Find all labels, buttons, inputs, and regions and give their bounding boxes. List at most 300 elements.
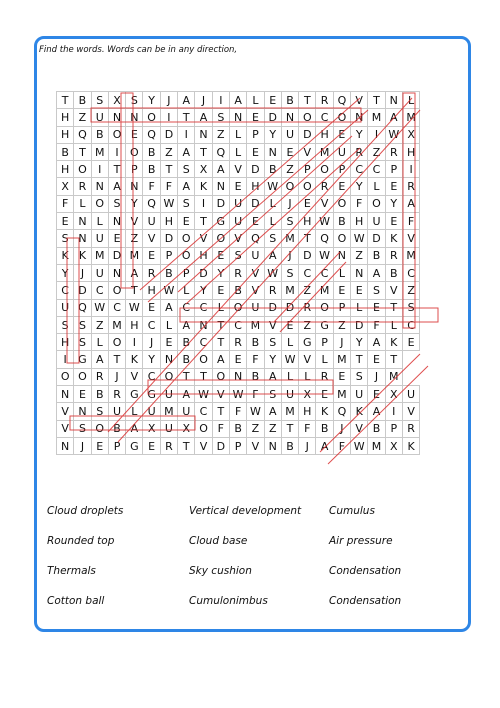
grid-cell: E <box>247 143 264 160</box>
grid-cell: F <box>402 213 419 230</box>
grid-cell: P <box>229 437 246 454</box>
grid-cell: U <box>247 299 264 316</box>
grid-cell: J <box>333 334 350 351</box>
grid-cell: J <box>299 437 316 454</box>
grid-cell: F <box>143 178 160 195</box>
grid-cell: M <box>247 316 264 333</box>
grid-cell: R <box>316 368 333 385</box>
grid-cell: J <box>195 92 212 109</box>
grid-cell: E <box>143 247 160 264</box>
grid-cell: W <box>264 264 281 281</box>
grid-cell: B <box>178 351 195 368</box>
grid-cell: T <box>195 213 212 230</box>
grid-cell: N <box>160 351 177 368</box>
grid-row <box>57 161 420 178</box>
grid-cell: O <box>108 282 125 299</box>
grid-cell: S <box>264 230 281 247</box>
grid-cell: O <box>316 161 333 178</box>
grid-cell: L <box>281 368 298 385</box>
grid-cell: E <box>333 368 350 385</box>
grid-cell: I <box>108 143 125 160</box>
grid-cell: P <box>247 126 264 143</box>
grid-cell: P <box>126 161 143 178</box>
grid-cell: L <box>160 316 177 333</box>
grid-cell: O <box>299 178 316 195</box>
grid-cell: A <box>368 264 385 281</box>
word-item: Condensation <box>329 565 402 577</box>
grid-cell: B <box>316 420 333 437</box>
grid-cell: C <box>402 316 419 333</box>
grid-cell: B <box>160 264 177 281</box>
grid-cell: D <box>281 299 298 316</box>
word-item: Cumulonimbus <box>189 595 268 607</box>
grid-cell: V <box>229 161 246 178</box>
grid-cell: V <box>195 437 212 454</box>
grid-cell: L <box>385 316 402 333</box>
grid-row <box>57 386 420 403</box>
grid-cell: B <box>229 420 246 437</box>
grid-cell: U <box>91 264 108 281</box>
grid-cell: S <box>264 386 281 403</box>
grid-cell: R <box>402 178 419 195</box>
grid-row <box>57 282 420 299</box>
grid-cell: D <box>299 126 316 143</box>
word-item: Condensation <box>329 595 402 607</box>
grid-cell: L <box>178 282 195 299</box>
grid-cell: V <box>195 230 212 247</box>
grid-cell: A <box>264 247 281 264</box>
grid-cell: E <box>264 92 281 109</box>
grid-cell: B <box>247 334 264 351</box>
grid-cell: V <box>299 351 316 368</box>
grid-cell: E <box>316 386 333 403</box>
grid-row <box>57 334 420 351</box>
grid-cell: V <box>126 368 143 385</box>
grid-cell: O <box>108 126 125 143</box>
grid-cell: C <box>195 403 212 420</box>
grid-cell: P <box>385 420 402 437</box>
grid-cell: N <box>74 230 91 247</box>
grid-cell: E <box>368 386 385 403</box>
grid-cell: E <box>178 213 195 230</box>
grid-cell: P <box>178 264 195 281</box>
grid-cell: W <box>91 299 108 316</box>
grid-cell: E <box>247 213 264 230</box>
grid-cell: Z <box>247 420 264 437</box>
grid-row <box>57 368 420 385</box>
word-item: Thermals <box>47 565 96 577</box>
grid-cell: H <box>351 213 368 230</box>
grid-cell: L <box>126 403 143 420</box>
grid-cell: O <box>74 161 91 178</box>
grid-cell: R <box>264 282 281 299</box>
grid-cell: R <box>91 368 108 385</box>
grid-cell: Q <box>247 230 264 247</box>
grid-cell: E <box>281 316 298 333</box>
grid-cell: D <box>247 195 264 212</box>
grid-cell: O <box>368 195 385 212</box>
grid-cell: F <box>247 351 264 368</box>
grid-cell: T <box>281 420 298 437</box>
grid-cell: J <box>143 334 160 351</box>
grid-cell: X <box>385 386 402 403</box>
grid-cell: E <box>229 351 246 368</box>
grid-cell: Q <box>333 92 350 109</box>
grid-cell: P <box>385 161 402 178</box>
grid-cell: E <box>385 178 402 195</box>
grid-row <box>57 143 420 160</box>
grid-cell: R <box>108 386 125 403</box>
grid-cell: A <box>178 92 195 109</box>
grid-cell: E <box>368 351 385 368</box>
grid-cell: N <box>264 143 281 160</box>
grid-cell: B <box>264 161 281 178</box>
grid-cell: M <box>126 247 143 264</box>
grid-cell: S <box>74 420 91 437</box>
grid-cell: C <box>402 264 419 281</box>
grid-cell: V <box>402 230 419 247</box>
grid-cell: H <box>160 213 177 230</box>
grid-cell: W <box>385 126 402 143</box>
grid-cell: E <box>91 437 108 454</box>
grid-cell: B <box>143 161 160 178</box>
grid-cell: E <box>368 299 385 316</box>
grid-row <box>57 403 420 420</box>
grid-cell: B <box>74 92 91 109</box>
grid-cell: C <box>91 282 108 299</box>
grid-cell: N <box>212 178 229 195</box>
grid-cell: Y <box>351 334 368 351</box>
grid-cell: U <box>281 126 298 143</box>
grid-cell: C <box>178 299 195 316</box>
grid-cell: B <box>385 264 402 281</box>
grid-cell: S <box>368 282 385 299</box>
grid-cell: O <box>281 178 298 195</box>
grid-cell: S <box>281 264 298 281</box>
grid-cell: F <box>299 420 316 437</box>
grid-cell: T <box>160 161 177 178</box>
grid-cell: I <box>368 126 385 143</box>
grid-cell: U <box>229 195 246 212</box>
grid-cell: I <box>212 92 229 109</box>
grid-cell: Z <box>351 247 368 264</box>
grid-cell: X <box>385 437 402 454</box>
grid-cell: G <box>126 386 143 403</box>
grid-cell: G <box>316 316 333 333</box>
grid-cell: L <box>281 334 298 351</box>
grid-cell: N <box>74 213 91 230</box>
grid-cell: H <box>402 143 419 160</box>
grid-row <box>57 92 420 109</box>
grid-cell: X <box>108 92 125 109</box>
grid-cell: P <box>160 247 177 264</box>
grid-cell: Y <box>126 195 143 212</box>
grid-cell: R <box>143 264 160 281</box>
grid-cell: I <box>402 161 419 178</box>
grid-cell: H <box>57 109 74 126</box>
grid-cell: L <box>316 351 333 368</box>
grid-cell: L <box>351 299 368 316</box>
grid-cell: N <box>57 437 74 454</box>
grid-cell: T <box>178 368 195 385</box>
grid-cell: C <box>143 316 160 333</box>
grid-cell: F <box>368 316 385 333</box>
grid-cell: T <box>57 92 74 109</box>
grid-cell: S <box>351 368 368 385</box>
grid-cell: R <box>385 247 402 264</box>
grid-cell: C <box>316 264 333 281</box>
grid-cell: R <box>299 299 316 316</box>
grid-cell: T <box>299 92 316 109</box>
grid-cell: H <box>57 334 74 351</box>
grid-cell: B <box>178 334 195 351</box>
word-item: Sky cushion <box>189 565 252 577</box>
grid-cell: B <box>333 213 350 230</box>
grid-cell: N <box>74 403 91 420</box>
grid-cell: N <box>351 264 368 281</box>
word-item: Rounded top <box>47 535 115 547</box>
grid-cell: F <box>57 195 74 212</box>
grid-cell: U <box>143 213 160 230</box>
grid-cell: V <box>247 437 264 454</box>
grid-cell: V <box>299 143 316 160</box>
grid-cell: J <box>74 264 91 281</box>
grid-cell: V <box>247 282 264 299</box>
grid-cell: L <box>402 92 419 109</box>
grid-cell: R <box>229 334 246 351</box>
grid-cell: M <box>108 316 125 333</box>
grid-cell: P <box>333 161 350 178</box>
grid-cell: Y <box>385 195 402 212</box>
grid-cell: X <box>178 420 195 437</box>
grid-cell: E <box>212 282 229 299</box>
word-item: Cloud droplets <box>47 505 124 517</box>
grid-cell: O <box>178 230 195 247</box>
grid-cell: T <box>74 143 91 160</box>
grid-row <box>57 316 420 333</box>
grid-cell: P <box>316 334 333 351</box>
grid-cell: X <box>57 178 74 195</box>
grid-cell: R <box>160 437 177 454</box>
grid-cell: Y <box>195 282 212 299</box>
grid-row <box>57 178 420 195</box>
grid-cell: G <box>74 351 91 368</box>
grid-cell: W <box>160 282 177 299</box>
grid-cell: Y <box>264 351 281 368</box>
grid-cell: Q <box>333 403 350 420</box>
grid-cell: N <box>108 213 125 230</box>
grid-cell: Z <box>74 109 91 126</box>
grid-cell: V <box>143 230 160 247</box>
grid-cell: P <box>108 437 125 454</box>
grid-cell: L <box>91 213 108 230</box>
grid-cell: E <box>333 126 350 143</box>
grid-cell: O <box>91 195 108 212</box>
grid-cell: D <box>368 230 385 247</box>
grid-cell: D <box>247 161 264 178</box>
grid-cell: U <box>143 403 160 420</box>
grid-cell: E <box>351 282 368 299</box>
grid-cell: V <box>316 195 333 212</box>
grid-cell: Y <box>212 264 229 281</box>
grid-cell: B <box>229 282 246 299</box>
grid-cell: L <box>229 126 246 143</box>
grid-cell: K <box>385 230 402 247</box>
grid-cell: R <box>402 420 419 437</box>
grid-cell: D <box>264 109 281 126</box>
grid-cell: A <box>178 143 195 160</box>
grid-cell: N <box>195 316 212 333</box>
grid-cell: F <box>333 437 350 454</box>
grid-cell: S <box>74 334 91 351</box>
grid-cell: A <box>229 92 246 109</box>
grid-cell: A <box>368 334 385 351</box>
grid-cell: C <box>368 161 385 178</box>
grid-cell: U <box>247 247 264 264</box>
grid-cell: T <box>368 92 385 109</box>
grid-cell: H <box>299 403 316 420</box>
grid-cell: M <box>385 368 402 385</box>
grid-cell: M <box>333 351 350 368</box>
grid-cell: A <box>178 178 195 195</box>
grid-cell: R <box>351 143 368 160</box>
instruction-text: Find the words. Words can be in any direction, <box>39 45 238 55</box>
grid-cell: U <box>160 386 177 403</box>
grid-cell: A <box>212 351 229 368</box>
grid-cell: B <box>91 386 108 403</box>
grid-cell: U <box>368 213 385 230</box>
grid-cell: L <box>229 143 246 160</box>
grid-cell: U <box>91 109 108 126</box>
grid-cell: R <box>385 143 402 160</box>
grid-row <box>57 230 420 247</box>
grid-cell: M <box>91 143 108 160</box>
grid-cell: N <box>229 368 246 385</box>
grid-cell: T <box>108 351 125 368</box>
grid-cell: U <box>402 386 419 403</box>
grid-cell: G <box>212 213 229 230</box>
grid-cell: W <box>247 403 264 420</box>
grid-cell: H <box>316 126 333 143</box>
grid-cell: T <box>178 437 195 454</box>
grid-cell: C <box>57 282 74 299</box>
grid-cell: A <box>264 368 281 385</box>
grid-cell: O <box>160 368 177 385</box>
grid-cell: E <box>229 178 246 195</box>
grid-cell: O <box>126 143 143 160</box>
grid-cell: H <box>57 126 74 143</box>
grid-cell: K <box>126 351 143 368</box>
grid-cell: I <box>126 334 143 351</box>
grid-cell: V <box>57 403 74 420</box>
grid-cell: O <box>57 368 74 385</box>
grid-cell: V <box>351 92 368 109</box>
grid-cell: U <box>281 386 298 403</box>
grid-cell: V <box>264 316 281 333</box>
grid-cell: Q <box>143 126 160 143</box>
grid-cell: Y <box>143 351 160 368</box>
grid-cell: Y <box>351 126 368 143</box>
grid-cell: E <box>160 334 177 351</box>
grid-cell: I <box>160 109 177 126</box>
grid-cell: I <box>385 403 402 420</box>
grid-cell: A <box>316 437 333 454</box>
grid-cell: Q <box>212 143 229 160</box>
grid-cell: N <box>126 109 143 126</box>
grid-cell: S <box>212 109 229 126</box>
grid-cell: B <box>368 420 385 437</box>
grid-cell: C <box>195 299 212 316</box>
grid-cell: V <box>247 264 264 281</box>
grid-cell: E <box>281 143 298 160</box>
grid-cell: S <box>74 316 91 333</box>
grid-cell: E <box>57 213 74 230</box>
grid-cell: N <box>351 109 368 126</box>
grid-cell: M <box>160 403 177 420</box>
grid-cell: T <box>195 143 212 160</box>
grid-cell: I <box>195 195 212 212</box>
grid-cell: W <box>264 178 281 195</box>
grid-cell: D <box>195 264 212 281</box>
grid-cell: T <box>351 351 368 368</box>
grid-cell: B <box>247 368 264 385</box>
grid-cell: F <box>229 403 246 420</box>
grid-cell: S <box>402 299 419 316</box>
grid-cell: S <box>126 92 143 109</box>
grid-row <box>57 213 420 230</box>
grid-row <box>57 299 420 316</box>
grid-cell: Z <box>126 230 143 247</box>
grid-cell: T <box>385 299 402 316</box>
grid-cell: W <box>160 195 177 212</box>
grid-cell: O <box>143 109 160 126</box>
grid-cell: B <box>281 437 298 454</box>
grid-cell: H <box>299 213 316 230</box>
grid-cell: W <box>351 437 368 454</box>
grid-cell: Q <box>74 126 91 143</box>
grid-cell: I <box>57 351 74 368</box>
grid-cell: W <box>126 299 143 316</box>
word-search-grid <box>56 91 420 455</box>
grid-cell: X <box>195 161 212 178</box>
grid-cell: E <box>212 247 229 264</box>
grid-cell: N <box>229 109 246 126</box>
grid-cell: N <box>91 178 108 195</box>
grid-cell: H <box>126 316 143 333</box>
grid-cell: Y <box>143 92 160 109</box>
grid-cell: W <box>316 213 333 230</box>
grid-cell: Z <box>368 143 385 160</box>
grid-cell: F <box>351 195 368 212</box>
grid-cell: N <box>385 92 402 109</box>
grid-cell: D <box>264 299 281 316</box>
grid-cell: M <box>368 437 385 454</box>
grid-cell: B <box>91 126 108 143</box>
grid-cell: L <box>212 299 229 316</box>
grid-cell: S <box>178 161 195 178</box>
grid-cell: O <box>195 351 212 368</box>
grid-cell: U <box>108 403 125 420</box>
grid-cell: O <box>212 368 229 385</box>
grid-cell: J <box>108 368 125 385</box>
grid-cell: S <box>264 334 281 351</box>
grid-cell: S <box>108 195 125 212</box>
grid-cell: Q <box>74 299 91 316</box>
grid-cell: N <box>195 126 212 143</box>
word-item: Vertical development <box>189 505 302 517</box>
grid-cell: R <box>316 92 333 109</box>
grid-cell: M <box>316 282 333 299</box>
